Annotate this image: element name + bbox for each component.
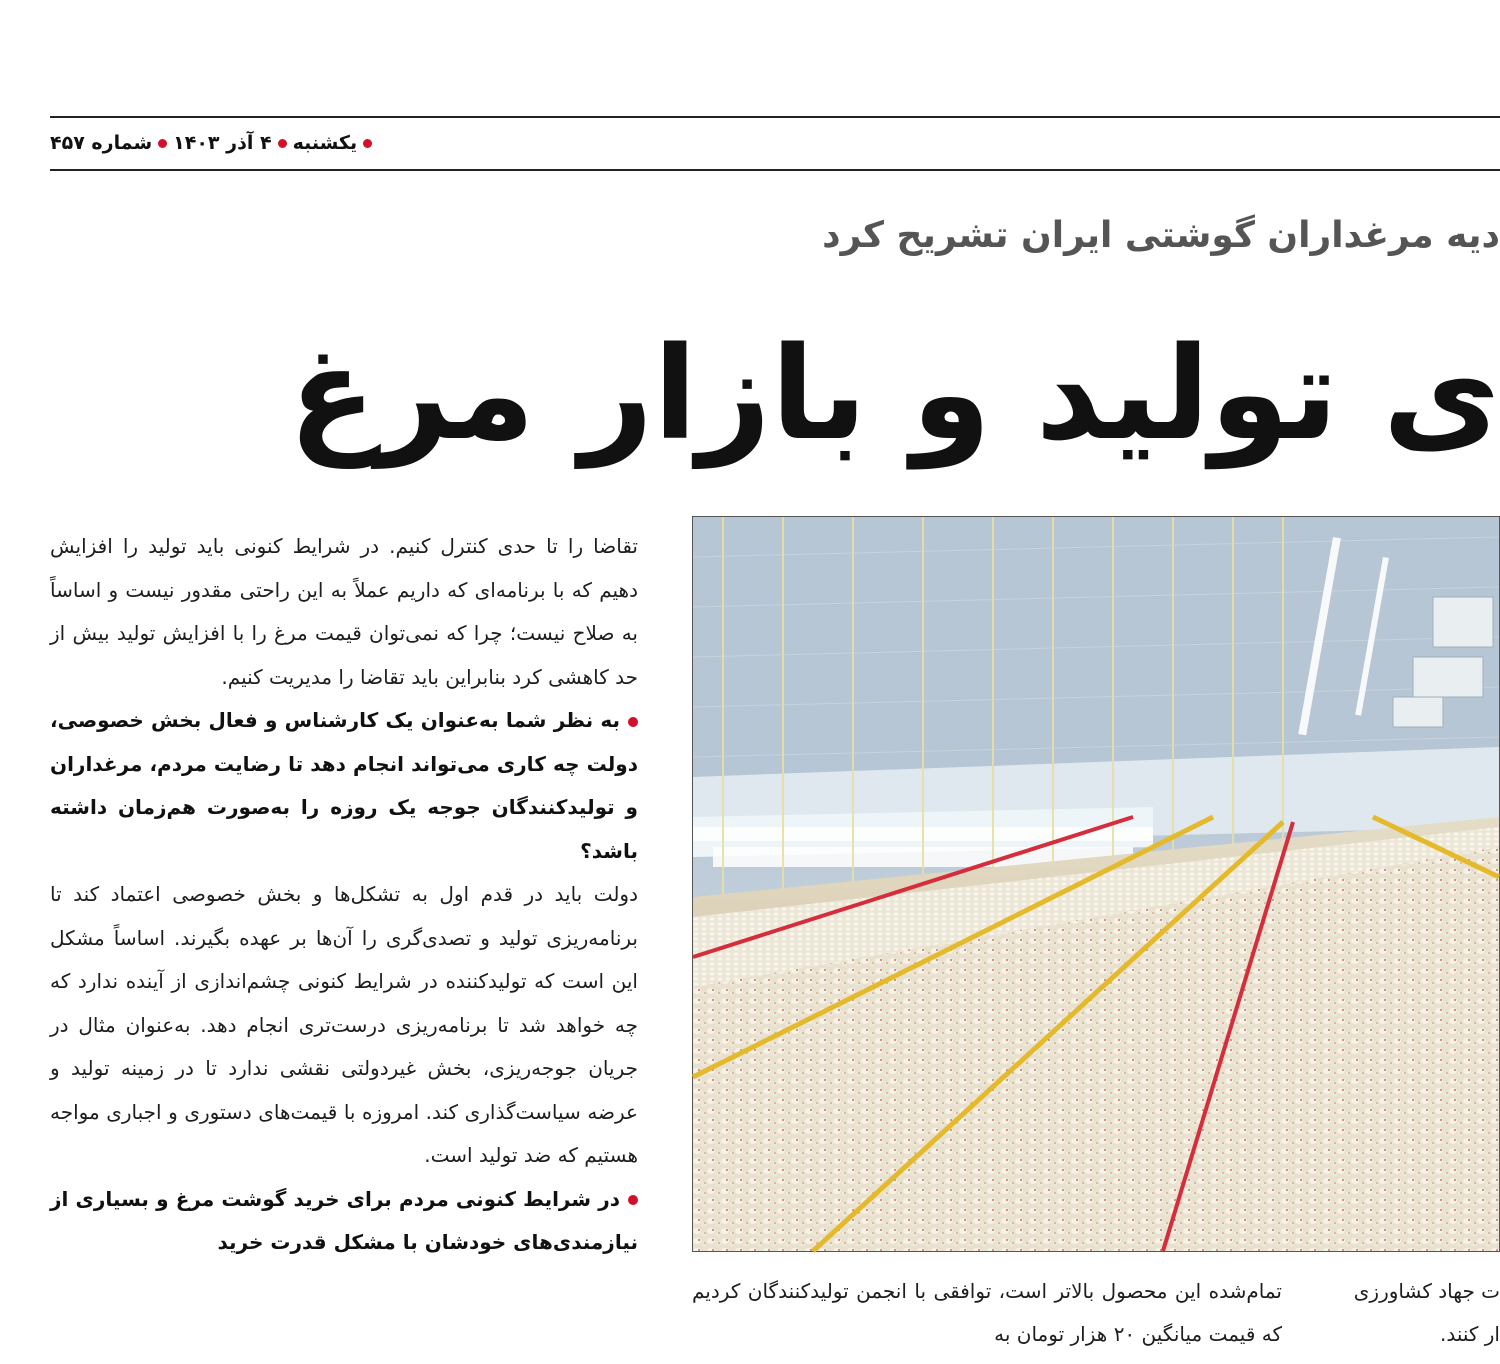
question-bullet: [628, 1195, 638, 1205]
question-bullet: [628, 717, 638, 727]
question-text: به نظر شما به‌عنوان یک کارشناس و فعال بخش خصوصی، دولت چه کاری می‌تواند انجام دهد تا رضایت مردم، مرغداران و تولیدکنندگان جوجه یک روزه را به‌صورت هم‌زمان داشته باشد؟: [50, 708, 638, 863]
interview-question: [50, 1178, 638, 1265]
article-kicker: دیه مرغداران گوشتی ایران تشریح کرد: [822, 215, 1500, 256]
question-text: در شرایط کنونی مردم برای خرید گوشت مرغ و بسیاری از نیازمندی‌های خودشان با مشکل قدرت خرید: [50, 1186, 638, 1254]
dateline-dot: [363, 139, 372, 148]
paragraph: تقاضا را تا حدی کنترل کنیم. در شرایط کنونی باید تولید را افزایش دهیم که با برنامه‌ای که داریم عملاً به این راحتی مقدور نیست و اساساً به صلاح نیست؛ چرا که نمی‌توان قیمت مرغ را با افزایش تولید بیش از حد کاهشی کرد بنابراین باید تقاضا را مدیریت کنیم.: [50, 534, 638, 689]
dateline-weekday: یکشنبه: [292, 132, 358, 154]
interview-question: [50, 699, 638, 873]
dateline-date: ۴ آذر ۱۴۰۳: [173, 132, 272, 154]
dateline-dot: [158, 139, 167, 148]
poultry-house-illustration: [693, 517, 1499, 1251]
column-line: ار کنند.: [1439, 1322, 1500, 1346]
dateline-dot: [278, 139, 287, 148]
right-text-column: [1330, 1270, 1500, 1364]
dateline: [50, 126, 372, 160]
poultry-farm-photo: [692, 516, 1500, 1252]
left-text-column: [50, 525, 638, 1364]
bottom-rule: [50, 169, 1500, 171]
column-line: ت جهاد کشاورزی: [1353, 1279, 1500, 1303]
paragraph: دولت باید در قدم اول به تشکل‌ها و بخش خصوصی اعتماد کند تا برنامه‌ریزی تولید و تصدی‌گری را آن‌ها بر عهده بگیرند. اساساً مشکل این است که تولیدکننده در شرایط کنونی چشم‌اندازی از آینده ندارد که چه خواهد شد تا برنامه‌ریزی درست‌تری انجام دهد. به‌عنوان مثال در جریان جوجه‌ریزی، بخش غیردولتی نقشی ندارد تا در زمینه تولید و عرضه سیاست‌گذاری کند. امروزه با قیمت‌های دستوری و اجباری مواجه هستیم که ضد تولید است.: [50, 882, 638, 1167]
top-rule: [50, 116, 1500, 118]
middle-text-column: تمام‌شده این محصول بالاتر است، توافقی با انجمن تولیدکنندگان کردیم که قیمت میانگین ۲۰ هزار تومان به: [692, 1279, 1282, 1346]
dateline-issue: شماره ۴۵۷: [50, 132, 153, 154]
article-headline: ی تولید و بازار مرغ: [288, 320, 1500, 469]
